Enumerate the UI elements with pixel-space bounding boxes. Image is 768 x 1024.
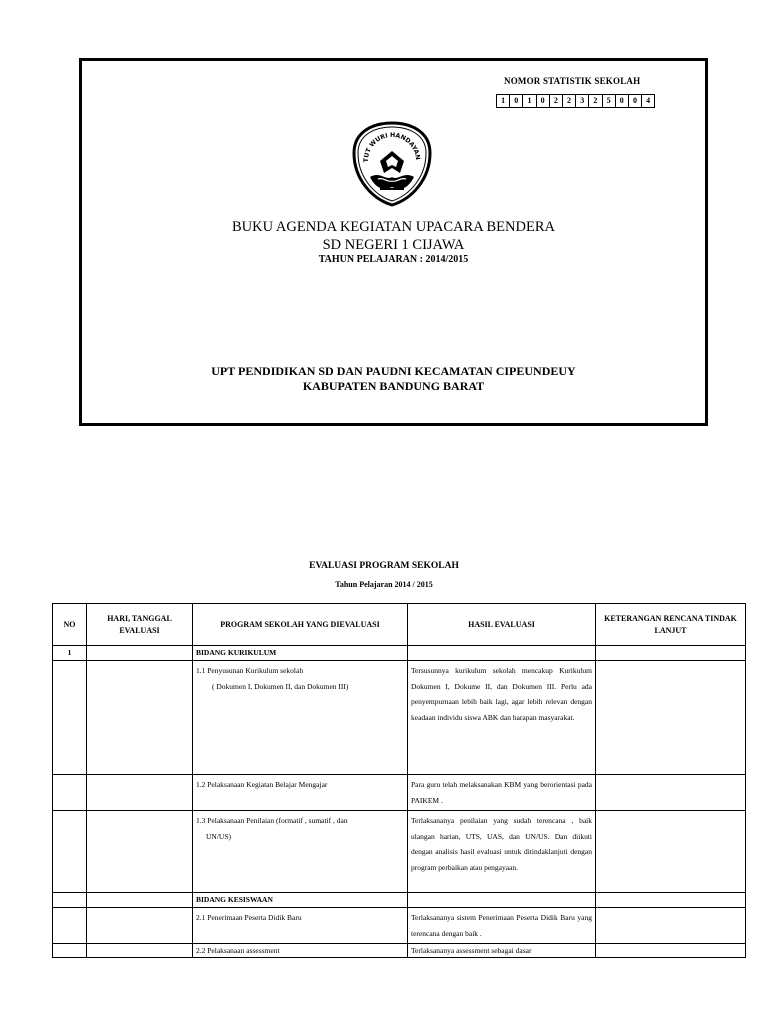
header-date: HARI, TANGGAL EVALUASI <box>87 604 193 646</box>
tut-wuri-handayani-emblem-icon <box>350 121 434 207</box>
nss-digit: 1 <box>497 95 510 107</box>
nss-digit: 0 <box>629 95 642 107</box>
result-cell: Tersusunnya kurikulum sekolah mencakup Kurikulum Dokumen I, Dokume II, dan Dokumen III. Perlu ada penyempurnaan lebih baik lagi, agar lebih relevan dengan keadaan individu siswa ABK dan harapan masyarakat. <box>408 661 596 775</box>
evaluation-title: EVALUASI PROGRAM SEKOLAH <box>309 561 459 571</box>
header-program: PROGRAM SEKOLAH YANG DIEVALUASI <box>193 604 408 646</box>
result-cell: Terlaksananya assessment sebagai dasar <box>408 944 596 958</box>
nss-digit: 4 <box>642 95 655 107</box>
header-followup: KETERANGAN RENCANA TINDAK LANJUT <box>596 604 746 646</box>
table-row <box>53 944 746 958</box>
program-cell <box>193 661 408 775</box>
nss-digit: 2 <box>563 95 576 107</box>
program-cell: 1.2 Pelaksanaan Kegiatan Belajar Mengajar <box>193 775 408 811</box>
section-row <box>53 893 746 908</box>
nss-digit: 2 <box>589 95 602 107</box>
nss-digit: 0 <box>510 95 523 107</box>
cover-box <box>79 58 708 426</box>
table-row <box>53 811 746 893</box>
program-text: 1.1 Penyusunan Kurikulum sekolah <box>196 666 304 675</box>
table-header-row <box>53 604 746 646</box>
school-name: SD NEGERI 1 CIJAWA <box>322 237 465 253</box>
regency-name: KABUPATEN BANDUNG BARAT <box>302 379 485 393</box>
program-cell: 2.1 Penerimaan Peserta Didik Baru <box>193 908 408 944</box>
nss-label: NOMOR STATISTIK SEKOLAH <box>504 76 641 86</box>
program-subtext: ( Dokumen I, Dokumen II, dan Dokumen III) <box>212 681 349 691</box>
academic-year: TAHUN PELAJARAN : 2014/2015 <box>318 254 469 265</box>
evaluation-year: Tahun Pelajaran 2014 / 2015 <box>335 580 433 589</box>
nss-digit: 0 <box>537 95 550 107</box>
table-row <box>53 908 746 944</box>
header-no: NO <box>53 604 87 646</box>
emblem-motto: TUT WURI HANDAYAN <box>362 131 422 163</box>
upt-name: UPT PENDIDIKAN SD DAN PAUDNI KECAMATAN CIPEUNDEUY <box>211 364 576 378</box>
section-name: BIDANG KURIKULUM <box>193 646 408 661</box>
section-row <box>53 646 746 661</box>
nss-digit: 1 <box>523 95 536 107</box>
result-cell: Terlaksananya penilaian yang sudah terencana , baik ulangan harian, UTS, UAS, dan UN/US. Dan diikuti dengan analisis hasil evaluasi untuk ditindaklanjuti dengan program perbaikan atau pengayaan. <box>408 811 596 893</box>
program-cell: 2.2 Pelaksanaan assessment <box>193 944 408 958</box>
nss-digit: 3 <box>576 95 589 107</box>
result-cell: Para guru telah melaksanakan KBM yang berorientasi pada PAIKEM . <box>408 775 596 811</box>
section-no: 1 <box>53 646 87 661</box>
program-subtext: UN/US) <box>206 831 232 841</box>
nss-digit-boxes <box>496 94 655 108</box>
program-text: 1.3 Pelaksanaan Penilaian (formatif , sumatif , dan <box>196 816 348 825</box>
evaluation-table <box>52 603 746 958</box>
header-result: HASIL EVALUASI <box>408 604 596 646</box>
program-cell <box>193 811 408 893</box>
table-row <box>53 775 746 811</box>
cover-title: BUKU AGENDA KEGIATAN UPACARA BENDERA <box>232 219 555 235</box>
section-name: BIDANG KESISWAAN <box>193 893 408 908</box>
table-row <box>53 661 746 775</box>
nss-digit: 0 <box>616 95 629 107</box>
nss-digit: 5 <box>603 95 616 107</box>
result-cell: Terlaksananya sistem Penerimaan Peserta Didik Baru yang terencana dengan baik . <box>408 908 596 944</box>
nss-digit: 2 <box>550 95 563 107</box>
